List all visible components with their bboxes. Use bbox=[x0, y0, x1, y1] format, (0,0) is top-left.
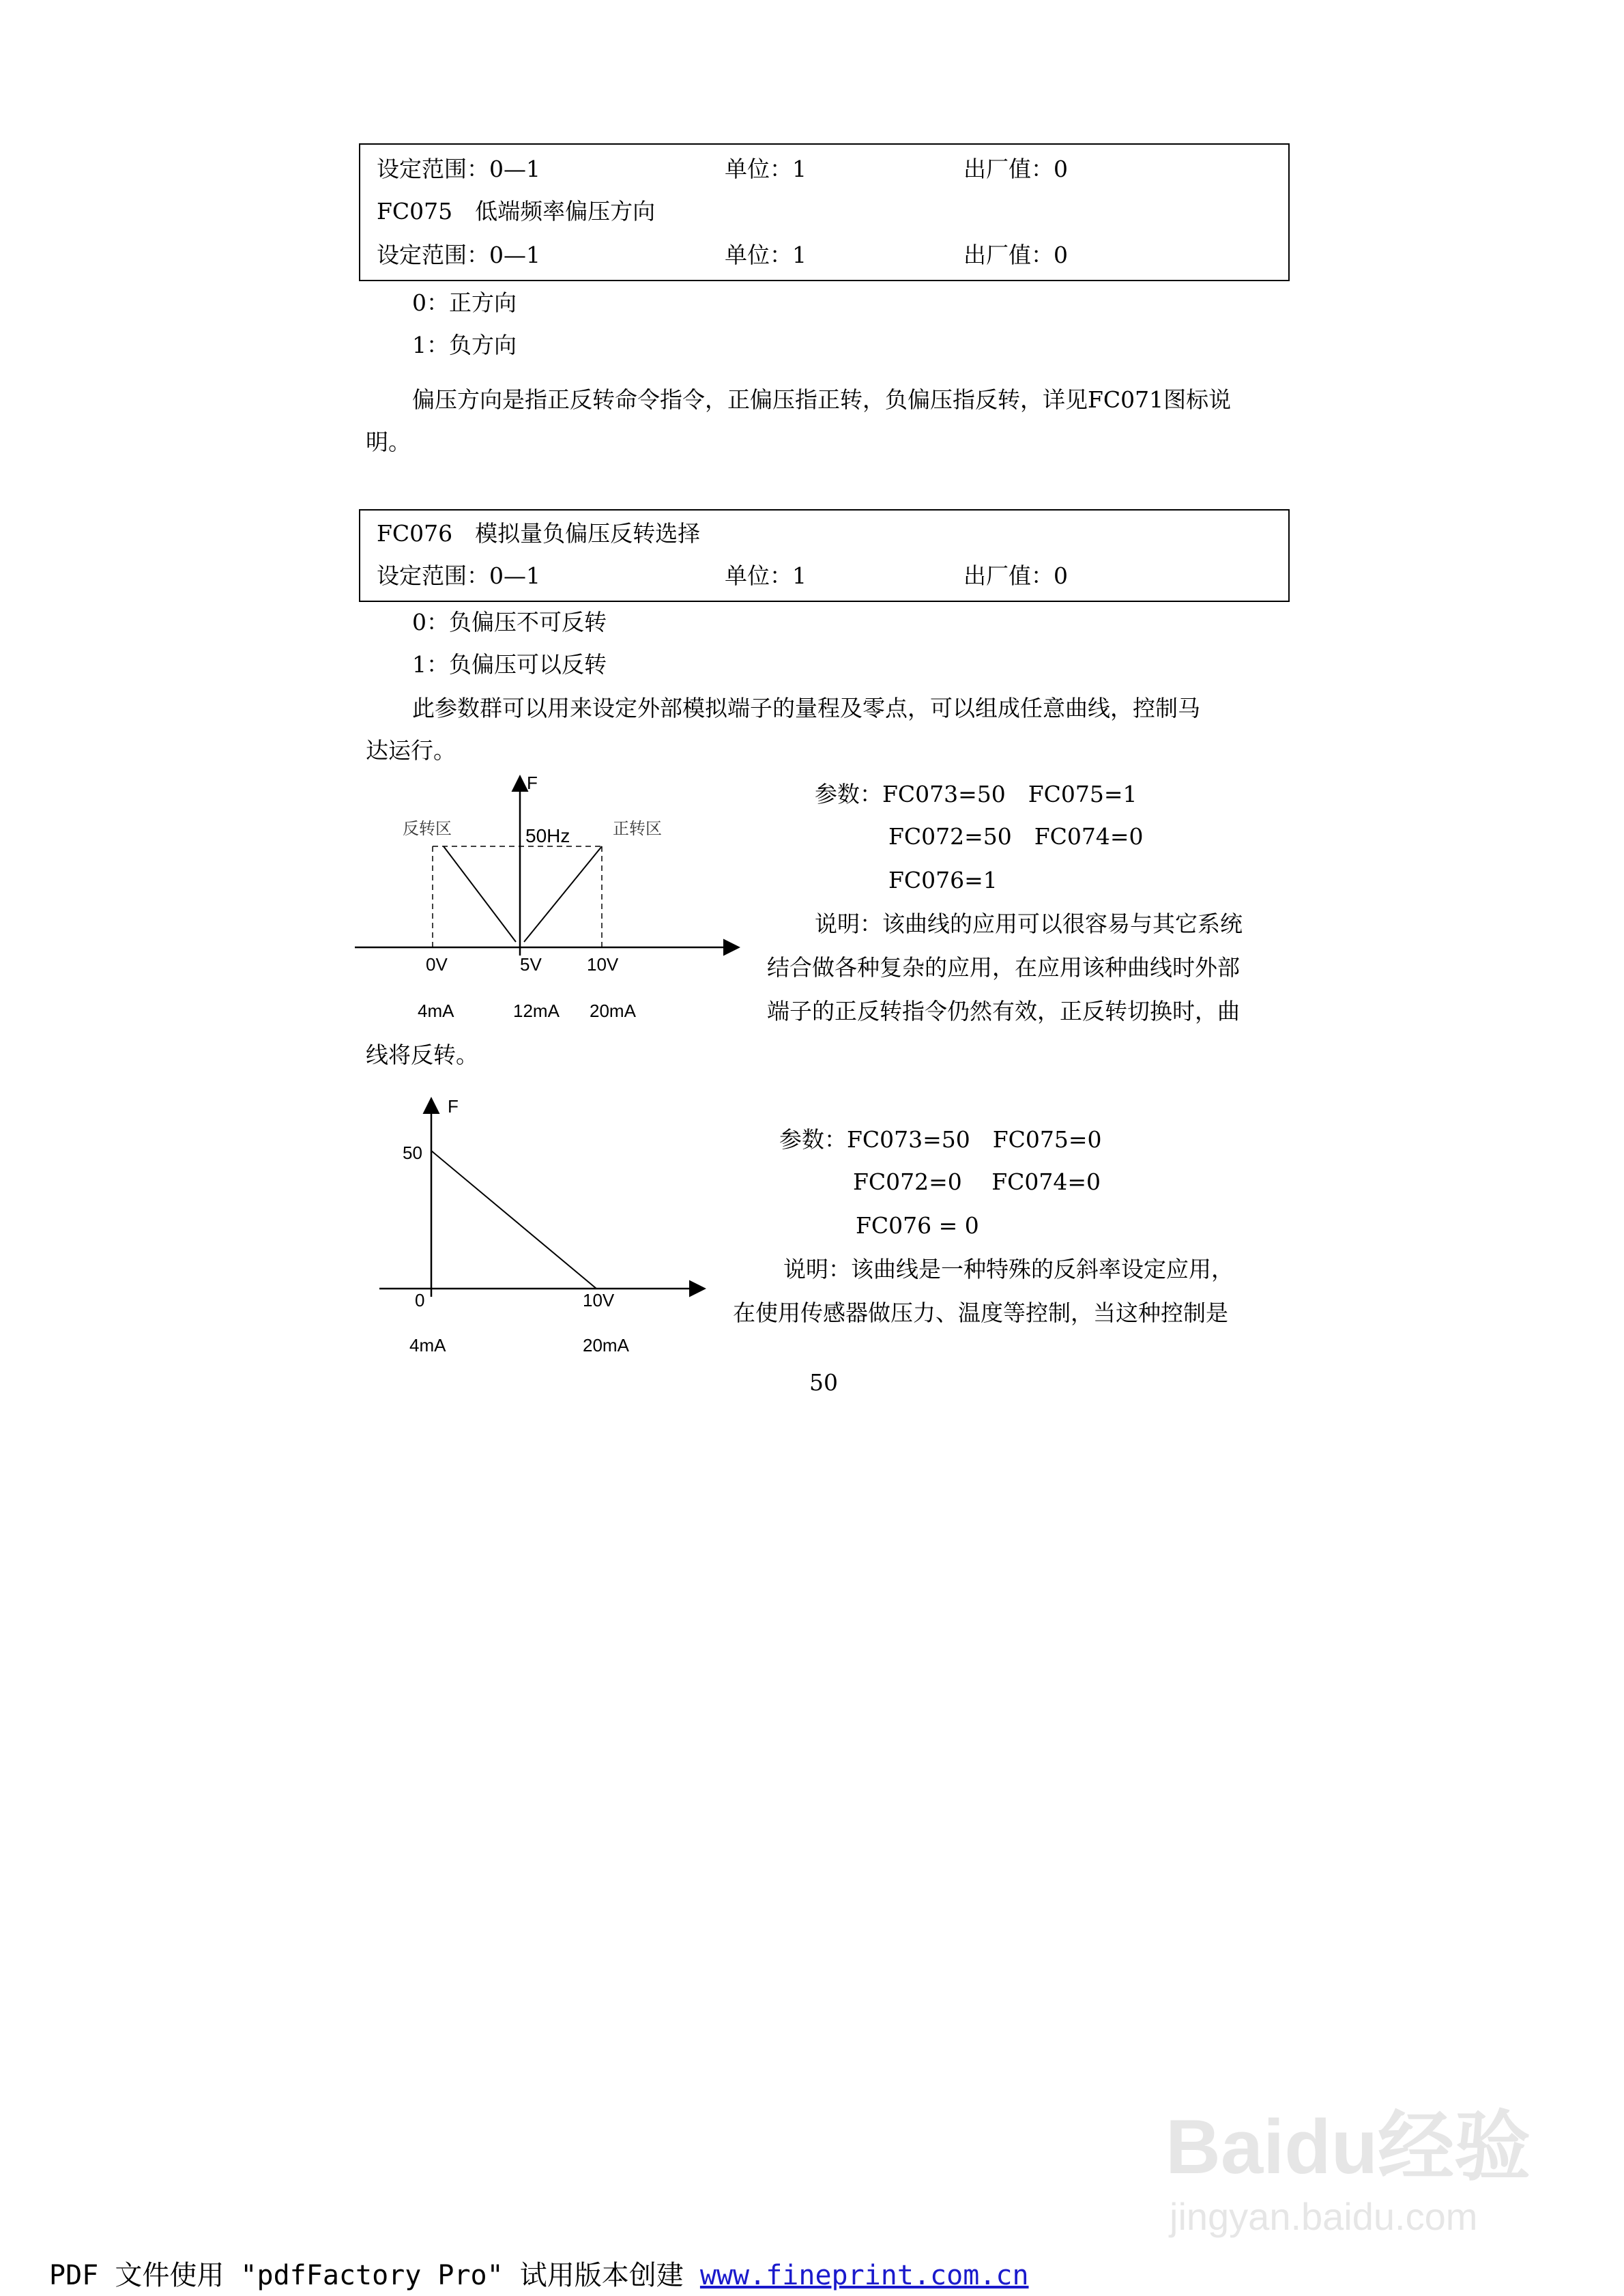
desc2-line1: 说明：该曲线是一种特殊的反斜率设定应用， bbox=[783, 1256, 1234, 1282]
params2-line1: 参数：FC073=50 FC075=0 bbox=[779, 1126, 1102, 1153]
graph1-ma-label-0: 4mA bbox=[418, 1001, 454, 1021]
params1-line1: 参数：FC073=50 FC075=1 bbox=[815, 781, 1137, 807]
graph1-v-label-1: 5V bbox=[520, 954, 542, 975]
fc074-default: 出厂值：0 bbox=[963, 156, 1068, 182]
fc075-title: FC075 低端频率偏压方向 bbox=[377, 198, 656, 225]
curve-inverse bbox=[431, 1151, 596, 1289]
desc2-line2: 在使用传感器做压力、温度等控制，当这种控制是 bbox=[733, 1300, 1228, 1326]
baidu-watermark-url: jingyan.baidu.com bbox=[1170, 2195, 1478, 2238]
graph1-v-label-2: 10V bbox=[587, 954, 619, 975]
graph2-y-label: 50 bbox=[403, 1143, 422, 1163]
graph1-freq-label: 50Hz bbox=[525, 825, 570, 846]
paragraph-analog-line2: 达运行。 bbox=[366, 737, 456, 764]
paragraph-analog-line1: 此参数群可以用来设定外部模拟端子的量程及零点，可以组成任意曲线，控制马 bbox=[412, 695, 1200, 721]
graph1-forward-zone: 正转区 bbox=[613, 820, 662, 838]
graph1-f-label: F bbox=[527, 773, 538, 793]
graph1-ma-label-2: 20mA bbox=[590, 1001, 636, 1021]
fc074-unit: 单位：1 bbox=[725, 156, 807, 182]
fc076-default: 出厂值：0 bbox=[963, 562, 1068, 589]
fc076-option-1: 1：负偏压可以反转 bbox=[412, 651, 607, 678]
graph-inverse-slope-curve bbox=[355, 1085, 723, 1372]
fc076-option-0: 0：负偏压不可反转 bbox=[412, 609, 607, 635]
desc1-line3: 端子的正反转指令仍然有效，正反转切换时，曲 bbox=[767, 998, 1240, 1024]
curve-left bbox=[444, 846, 516, 942]
graph1-reverse-zone: 反转区 bbox=[403, 820, 452, 838]
graph1-ma-label-1: 12mA bbox=[513, 1001, 560, 1021]
params2-line3: FC076 = 0 bbox=[856, 1212, 979, 1239]
curve-right bbox=[524, 846, 602, 942]
desc1-line2: 结合做各种复杂的应用，在应用该种曲线时外部 bbox=[767, 954, 1240, 981]
page-number: 50 bbox=[809, 1369, 838, 1396]
fc074-range: 设定范围：0—1 bbox=[377, 156, 540, 182]
fc075-range: 设定范围：0—1 bbox=[377, 242, 540, 268]
footer bbox=[49, 2259, 1029, 2292]
baidu-watermark-brand: Baidu经验 bbox=[1165, 2104, 1531, 2190]
desc1-line1: 说明：该曲线的应用可以很容易与其它系统 bbox=[815, 910, 1243, 937]
fc075-unit: 单位：1 bbox=[725, 242, 807, 268]
footer-text: PDF 文件使用 "pdfFactory Pro" 试用版本创建 bbox=[49, 2260, 700, 2291]
graph2-x-label-0: 0 bbox=[415, 1290, 425, 1310]
graph2-x-label-1: 10V bbox=[583, 1290, 615, 1310]
params1-line3: FC076=1 bbox=[888, 867, 998, 893]
graph1-v-label-0: 0V bbox=[426, 954, 448, 975]
fc076-unit: 单位：1 bbox=[725, 562, 807, 589]
paragraph-bias-direction-line1: 偏压方向是指正反转命令指令，正偏压指正转，负偏压指反转，详见FC071图标说 bbox=[412, 386, 1232, 413]
graph2-ma-label-0: 4mA bbox=[409, 1335, 446, 1355]
params2-line2: FC072=0 FC074=0 bbox=[853, 1168, 1101, 1195]
desc1-line4: 线将反转。 bbox=[366, 1042, 478, 1068]
fc076-title: FC076 模拟量负偏压反转选择 bbox=[377, 520, 701, 547]
graph2-f-label: F bbox=[448, 1096, 459, 1117]
fc075-option-1: 1：负方向 bbox=[412, 332, 517, 358]
fc076-range: 设定范围：0—1 bbox=[377, 562, 540, 589]
fc075-option-0: 0：正方向 bbox=[412, 289, 517, 316]
graph2-ma-label-1: 20mA bbox=[583, 1335, 629, 1355]
fc075-default: 出厂值：0 bbox=[963, 242, 1068, 268]
paragraph-bias-direction-line2: 明。 bbox=[366, 429, 411, 455]
footer-link[interactable]: www.fineprint.com.cn bbox=[699, 2260, 1029, 2291]
graph-reversible-curve bbox=[341, 771, 751, 1044]
params1-line2: FC072=50 FC074=0 bbox=[888, 823, 1144, 850]
